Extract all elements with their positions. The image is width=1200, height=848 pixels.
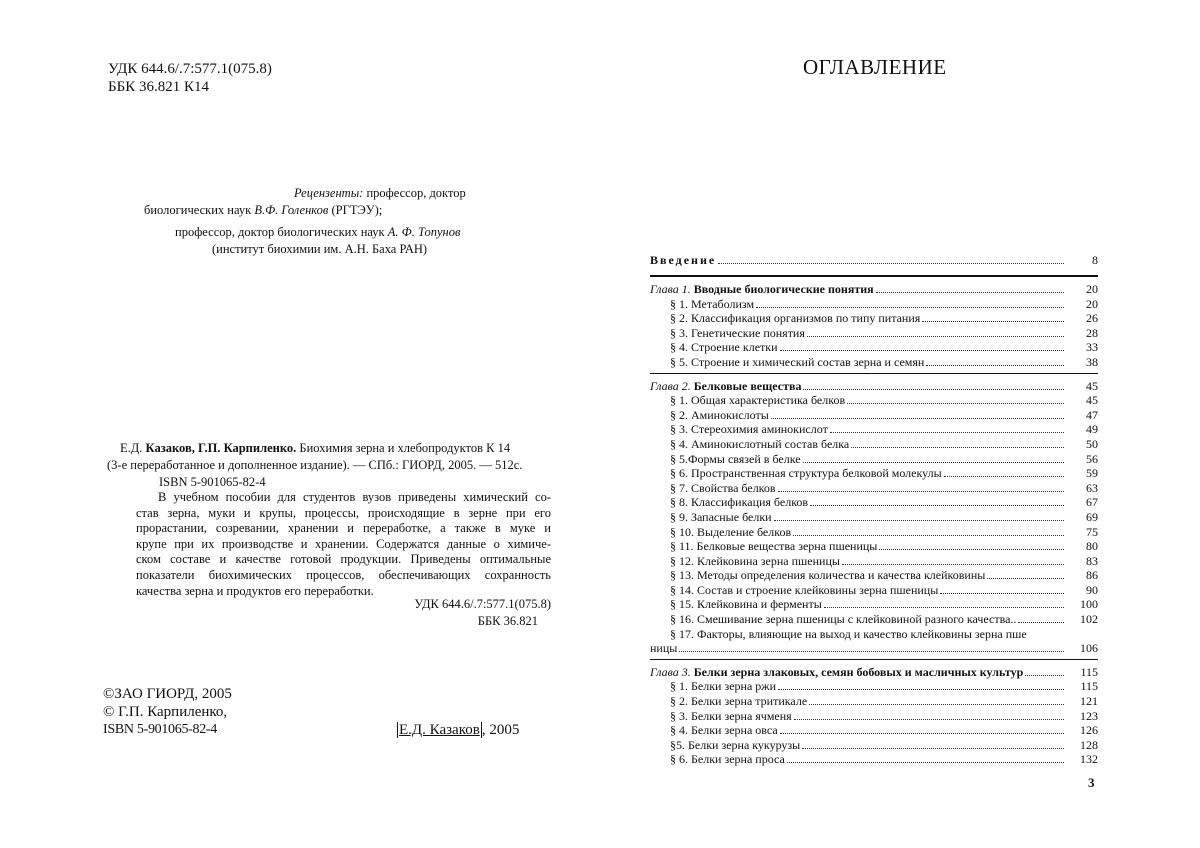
toc-entry[interactable] xyxy=(650,311,1098,326)
toc-entry[interactable] xyxy=(650,738,1098,753)
toc-leader xyxy=(778,679,1064,690)
toc-entry-label: § 1. Метаболизм xyxy=(670,296,755,311)
toc-entry-label: § 6. Пространственная структура белковой молекулы xyxy=(670,466,942,481)
toc-entry-label: § 14. Состав и строение клейковины зерна пшеницы xyxy=(670,582,939,597)
reviewer2-name: А. Ф. Топунов xyxy=(387,225,461,239)
reviewer1-degree: биологических наук xyxy=(144,203,255,217)
kazakov-year: , 2005 xyxy=(481,722,520,738)
toc-chapter-title: Вводные биологические понятия xyxy=(690,282,874,296)
toc-page-number: 75 xyxy=(1086,524,1098,539)
toc-page-number: 28 xyxy=(1086,325,1098,340)
toc-entry-label: § 3. Генетические понятия xyxy=(670,325,805,340)
toc-entry[interactable] xyxy=(650,297,1098,312)
toc-leader xyxy=(771,408,1064,419)
toc-page-number: 121 xyxy=(1080,694,1098,709)
toc-entry-label: § 5.Формы связей в белке xyxy=(670,451,801,466)
toc-entry[interactable] xyxy=(650,437,1098,452)
reviewers-line-1 xyxy=(294,186,466,201)
toc-entry[interactable] xyxy=(650,495,1098,510)
toc-page-number: 26 xyxy=(1086,311,1098,326)
toc-entry-label: §5. Белки зерна кукурузы xyxy=(670,737,801,752)
toc-entry-label: § 17. Факторы, влияющие на выход и качество клейковины зерна пше xyxy=(670,626,1027,641)
toc-entry[interactable] xyxy=(650,627,1098,642)
toc-leader xyxy=(803,452,1064,463)
toc-leader xyxy=(944,466,1064,477)
toc-chapter-heading[interactable] xyxy=(650,282,1098,297)
toc-entry-label: § 4. Белки зерна овса xyxy=(670,723,778,738)
toc-entry-label: § 5. Строение и химический состав зерна и семян xyxy=(670,354,925,369)
toc-page-number: 38 xyxy=(1086,354,1098,369)
toc-leader xyxy=(679,641,1064,652)
reviewers-label: Рецензенты: xyxy=(294,186,364,200)
abstract-line: став зерна, муки и крупы, процессы, происходящие в зерне при его xyxy=(136,505,551,520)
toc-page-number: 69 xyxy=(1086,509,1098,524)
abstract-line: ском составе и качестве готовой продукции. Приведены оптимальные xyxy=(136,552,551,567)
toc-entry[interactable] xyxy=(650,525,1098,540)
toc-leader xyxy=(879,539,1064,550)
toc-chapter-label xyxy=(650,665,1023,680)
toc-entry[interactable] xyxy=(650,612,1098,627)
toc-entry[interactable] xyxy=(650,452,1098,467)
toc-entry[interactable] xyxy=(650,641,1098,656)
toc-page-number: 20 xyxy=(1086,282,1098,296)
toc-entry-label: § 9. Запасные белки xyxy=(670,509,772,524)
toc-page-number: 106 xyxy=(1080,641,1098,656)
toc-leader xyxy=(809,694,1064,705)
toc-leader xyxy=(778,481,1064,492)
toc-chapter-heading[interactable] xyxy=(650,665,1098,680)
toc-leader xyxy=(787,752,1064,763)
toc-page-number: 100 xyxy=(1080,597,1098,612)
toc-page-number: 115 xyxy=(1080,664,1098,679)
reviewer1-title: профессор, доктор xyxy=(363,186,466,200)
toc-entry[interactable] xyxy=(650,408,1098,423)
toc-page-number: 50 xyxy=(1086,436,1098,451)
toc-leader xyxy=(756,297,1064,308)
toc-entry-label: § 1. Общая характеристика белков xyxy=(670,393,846,408)
toc-page-number: 83 xyxy=(1086,553,1098,568)
toc-entry[interactable] xyxy=(650,393,1098,408)
toc-page-number: 8 xyxy=(1092,253,1098,267)
toc-page-number: 45 xyxy=(1086,393,1098,408)
toc-entry-label: § 10. Выделение белков xyxy=(670,524,792,539)
toc-leader xyxy=(830,422,1064,433)
udk-bbk-header xyxy=(108,60,272,96)
toc-leader xyxy=(793,525,1064,536)
toc-leader xyxy=(774,510,1064,521)
toc-chapter-label xyxy=(650,282,874,297)
copyright-author: © Г.П. Карпиленко, xyxy=(103,704,228,720)
toc-entry-label: § 8. Классификация белков xyxy=(670,495,809,510)
toc-entry-label: § 3. Белки зерна ячменя xyxy=(670,708,792,723)
abstract-line: В учебном пособии для студентов вузов приведены химический со- xyxy=(158,490,551,504)
biblio-line-1 xyxy=(120,441,510,456)
bbk-line: ББК 36.821 К14 xyxy=(108,79,209,95)
toc-page-number: 20 xyxy=(1086,296,1098,311)
toc-page-number: 49 xyxy=(1086,422,1098,437)
toc-page-number: 102 xyxy=(1080,612,1098,627)
toc-leader xyxy=(1018,612,1064,623)
toc-leader xyxy=(1025,665,1064,676)
toc-leader xyxy=(802,738,1064,749)
toc-chapters xyxy=(650,282,1098,767)
toc-page-number: 47 xyxy=(1086,407,1098,422)
toc-leader xyxy=(940,583,1064,594)
abstract-text xyxy=(136,490,551,599)
toc-entry[interactable] xyxy=(650,554,1098,569)
reviewer1-org: (РГТЭУ); xyxy=(328,203,383,217)
toc-entry[interactable] xyxy=(650,752,1098,767)
toc-leader xyxy=(803,379,1064,390)
toc-chapter-title: Белки зерна злаковых, семян бобовых и масличных культур xyxy=(690,664,1024,679)
toc-entry-label: § 2. Аминокислоты xyxy=(670,407,769,422)
biblio-title: Биохимия зерна и хлебопродуктов К 14 xyxy=(296,441,511,455)
toc-chapter-heading[interactable] xyxy=(650,379,1098,394)
toc-page-number: 132 xyxy=(1080,752,1098,767)
toc-entry-label: § 4. Аминокислотный состав белка xyxy=(670,436,850,451)
right-page xyxy=(600,0,1200,848)
toc-separator xyxy=(650,275,1098,277)
toc-entry[interactable] xyxy=(650,510,1098,525)
toc-leader xyxy=(824,597,1064,608)
udk-line: УДК 644.6/.7:577.1(075.8) xyxy=(108,61,272,77)
biblio-line-2: (3-е переработанное и дополненное издание). — СПб.: ГИОРД, 2005. — 512с. xyxy=(107,458,523,472)
bbk-bottom: ББК 36.821 xyxy=(477,614,538,628)
udk-bottom: УДК 644.6/.7:577.1(075.8) xyxy=(414,597,551,611)
toc-entry[interactable] xyxy=(650,466,1098,481)
toc-entry-label: § 11. Белковые вещества зерна пшеницы xyxy=(670,539,878,554)
toc-page-number: 33 xyxy=(1086,340,1098,355)
toc-entry-label: § 12. Клейковина зерна пшеницы xyxy=(670,553,840,568)
toc-leader xyxy=(922,311,1064,322)
toc-leader xyxy=(842,554,1064,565)
abstract-line: качества зерна и продуктов его переработки. xyxy=(136,583,374,598)
toc-page-number: 123 xyxy=(1080,708,1098,723)
toc-entry[interactable] xyxy=(650,340,1098,355)
toc-entry[interactable] xyxy=(650,422,1098,437)
biblio-author-initials: Е.Д. xyxy=(120,441,146,455)
toc-leader xyxy=(794,709,1064,720)
toc-leader xyxy=(810,495,1064,506)
abstract-line: показатели биохимических процессов, обеспечивающих сохранность xyxy=(136,567,551,582)
toc-chapter-label xyxy=(650,379,801,394)
toc-page-number: 128 xyxy=(1080,737,1098,752)
reviewers-line-4: (институт биохимии им. А.Н. Баха РАН) xyxy=(212,242,428,256)
toc-page-number: 126 xyxy=(1080,723,1098,738)
toc-entry-label: ницы xyxy=(650,641,678,656)
reviewers-line-3 xyxy=(175,225,460,240)
toc-page-number: 115 xyxy=(1080,679,1098,694)
toc-entry-label: § 6. Белки зерна проса xyxy=(670,752,785,767)
biblio-isbn: ISBN 5-901065-82-4 xyxy=(159,475,266,489)
toc-entry-label: § 7. Свойства белков xyxy=(670,480,776,495)
copyright-kazakov xyxy=(397,722,519,739)
toc-entry[interactable] xyxy=(650,709,1098,724)
toc-entry[interactable] xyxy=(650,583,1098,598)
toc-leader xyxy=(851,437,1064,448)
toc-entry-label: § 2. Классификация организмов по типу питания xyxy=(670,311,921,326)
table-of-contents xyxy=(650,250,1098,767)
toc-entry-label: § 2. Белки зерна тритикале xyxy=(670,694,808,709)
abstract-line: прорастании, созревании, хранении и переработке, а также в муке и xyxy=(136,521,551,536)
toc-chapter-prefix: Глава 2. xyxy=(650,378,691,393)
toc-leader xyxy=(876,282,1064,293)
toc-page-number: 90 xyxy=(1086,582,1098,597)
toc-entry[interactable] xyxy=(650,355,1098,370)
toc-leader xyxy=(926,355,1064,366)
toc-leader xyxy=(780,340,1064,351)
toc-page-number: 45 xyxy=(1086,378,1098,393)
toc-entry[interactable] xyxy=(650,568,1098,583)
toc-entry[interactable] xyxy=(650,679,1098,694)
toc-page-number: 80 xyxy=(1086,539,1098,554)
toc-entry-label: § 1. Белки зерна ржи xyxy=(670,679,776,694)
toc-page-number: 59 xyxy=(1086,466,1098,481)
toc-entry-label: § 16. Смешивание зерна пшеницы с клейковиной разного качества.. xyxy=(670,612,1017,627)
reviewer1-name: В.Ф. Голенков xyxy=(254,203,329,217)
toc-leader xyxy=(718,253,1064,264)
toc-entry[interactable] xyxy=(650,481,1098,496)
toc-leader xyxy=(780,723,1064,734)
isbn-bottom: ISBN 5-901065-82-4 xyxy=(103,722,217,737)
reviewer2-title: профессор, доктор биологических наук xyxy=(175,225,388,239)
toc-chapter-prefix: Глава 3. xyxy=(650,664,691,679)
copyright-publisher: ©ЗАО ГИОРД, 2005 xyxy=(103,686,232,702)
toc-entry-label: § 4. Строение клетки xyxy=(670,340,778,355)
toc-chapter-prefix: Глава 1. xyxy=(650,282,691,296)
toc-entry-label: § 13. Методы определения количества и качества клейковины xyxy=(670,568,986,583)
toc-entry[interactable] xyxy=(650,597,1098,612)
toc-page-number: 67 xyxy=(1086,495,1098,510)
toc-entry-label: § 15. Клейковина и ферменты xyxy=(670,597,822,612)
toc-page-number: 56 xyxy=(1086,451,1098,466)
biblio-authors: Казаков, Г.П. Карпиленко. xyxy=(145,441,297,455)
toc-page-number: 86 xyxy=(1086,568,1098,583)
toc-separator xyxy=(650,373,1098,374)
toc-entry-label: § 3. Стереохимия аминокислот xyxy=(670,422,828,437)
toc-leader xyxy=(987,568,1064,579)
toc-separator xyxy=(650,659,1098,660)
abstract-line: крупе при их производстве и хранении. Содержатся данные о химиче- xyxy=(136,536,551,551)
toc-entry[interactable] xyxy=(650,539,1098,554)
kazakov-name: Е.Д. Казаков xyxy=(399,722,480,738)
reviewers-line-2 xyxy=(144,203,382,218)
toc-intro-label: Введение xyxy=(650,253,717,267)
page-number: 3 xyxy=(1088,775,1095,790)
toc-entry[interactable] xyxy=(650,694,1098,709)
toc-entry[interactable] xyxy=(650,326,1098,341)
toc-page-number: 63 xyxy=(1086,480,1098,495)
toc-leader xyxy=(807,326,1064,337)
toc-leader xyxy=(1029,628,1064,638)
toc-chapter-title: Белковые вещества xyxy=(690,378,802,393)
toc-entry[interactable] xyxy=(650,723,1098,738)
toc-intro[interactable] xyxy=(650,250,1098,272)
toc-leader xyxy=(847,393,1064,404)
toc-title: ОГЛАВЛЕНИЕ xyxy=(803,55,947,79)
